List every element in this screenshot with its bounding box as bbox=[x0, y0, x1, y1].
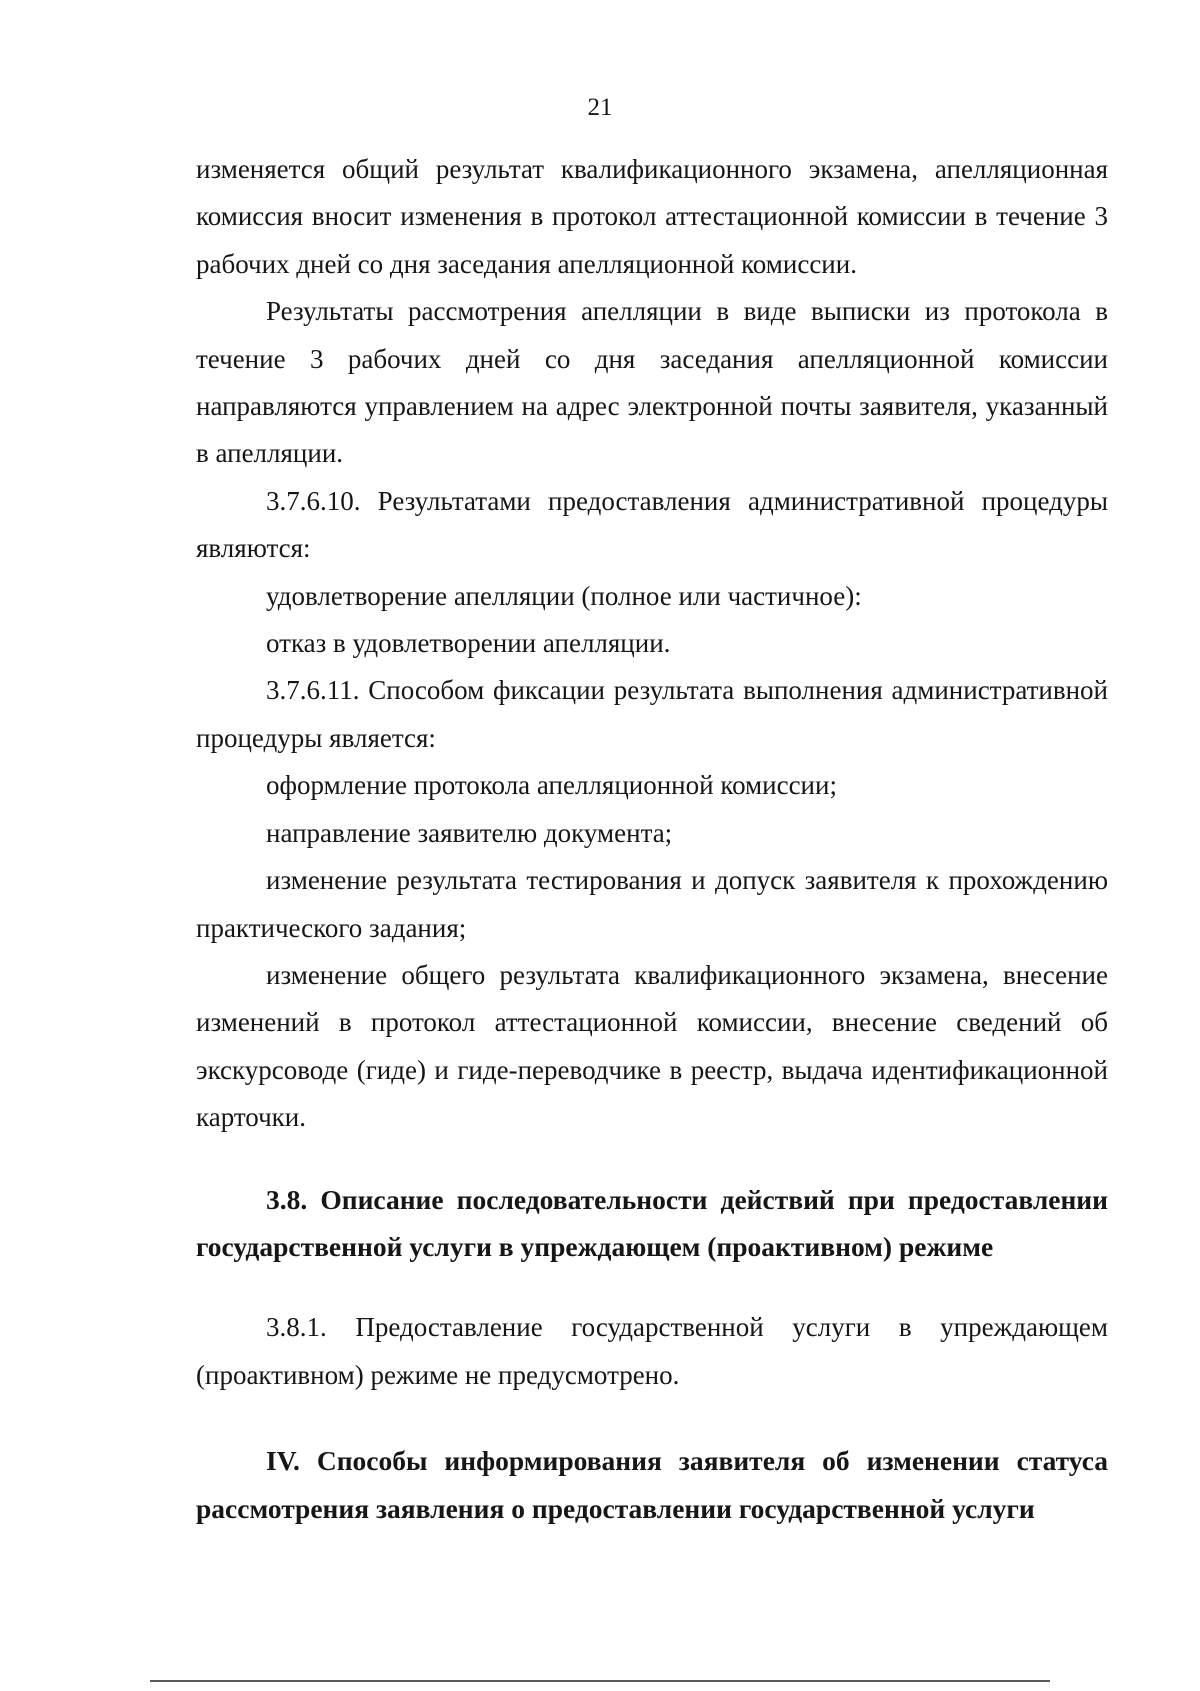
list-item-exam-result-change: изменение общего результата квалификационного экзамена, внесение изменений в протокол аттестационной комиссии, внесение сведений об экскурсоводе (гиде) и гиде-переводчике в реестр, выдача идентификационной карточки. bbox=[196, 959, 1108, 1133]
paragraph-3-8-1: 3.8.1. Предоставление государственной услуги в упреждающем (проактивном) режиме не предусмотрено. bbox=[196, 1312, 1108, 1390]
paragraph-exam-result-change: изменяется общий результат квалификационного экзамена, апелляционная комиссия вносит изменения в протокол аттестационной комиссии в течение 3 рабочих дней со дня заседания апелляционной комиссии. bbox=[196, 154, 1108, 279]
page-number: 21 bbox=[587, 94, 613, 121]
list-item-test-result-change: изменение результата тестирования и допуск заявителя к прохождению практического задания; bbox=[196, 865, 1108, 943]
document-body bbox=[196, 146, 1108, 1532]
list-item-protocol: оформление протокола апелляционной комиссии; bbox=[266, 770, 837, 801]
list-item-appeal-refused: отказ в удовлетворении апелляции. bbox=[266, 628, 671, 659]
list-item-appeal-satisfied: удовлетворение апелляции (полное или частичное): bbox=[266, 580, 862, 611]
section-iv-heading: IV. Способы информирования заявителя об изменении статуса рассмотрения заявления о предоставлении государственной услуги bbox=[196, 1445, 1108, 1524]
list-item-document-sent: направление заявителю документа; bbox=[266, 817, 673, 848]
paragraph-3-7-6-10: 3.7.6.10. Результатами предоставления административной процедуры являются: bbox=[196, 485, 1108, 564]
paragraph-3-7-6-11: 3.7.6.11. Способом фиксации результата выполнения административной процедуры является: bbox=[196, 675, 1108, 753]
paragraph-appeal-results: Результаты рассмотрения апелляции в виде выписки из протокола в течение 3 рабочих дней со дня заседания апелляционной комиссии направляются управлением на адрес электронной почты заявителя, указанный в апелляции. bbox=[196, 296, 1108, 469]
page-bottom-rule bbox=[150, 1680, 1050, 1682]
section-3-8-heading: 3.8. Описание последовательности действий при предоставлении государственной услуги в упреждающем (проактивном) режиме bbox=[196, 1183, 1108, 1262]
